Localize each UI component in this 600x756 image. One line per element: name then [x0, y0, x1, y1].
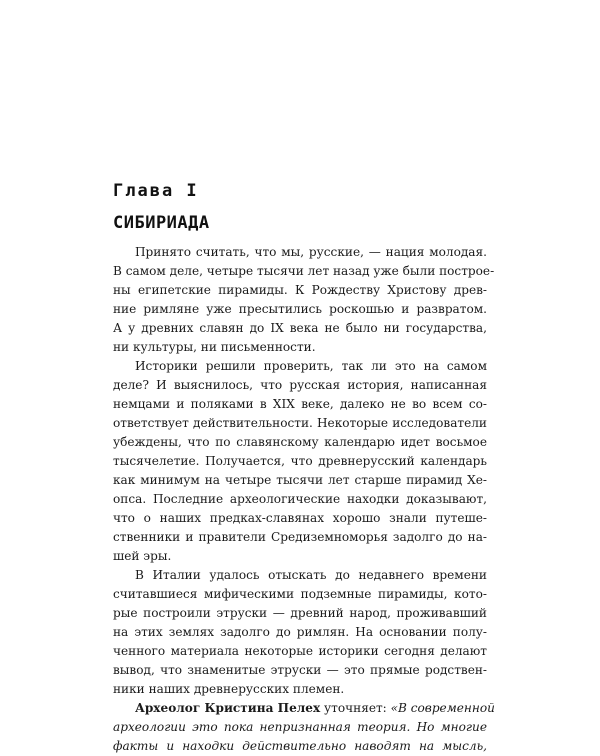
- text-line: ответствует действительности. Некоторые исследователи: [113, 416, 487, 430]
- text-line: ни культуры, ни письменности.: [113, 340, 316, 354]
- author-verb: уточняет:: [320, 701, 391, 715]
- text-line: опса. Последние археологические находки доказывают,: [113, 492, 487, 506]
- quote-line: факты и находки действительно наводят на мысль,: [113, 739, 487, 753]
- quote-text: «В современной: [390, 701, 495, 715]
- text-line: рые построили этруски — древний народ, проживавший: [113, 606, 487, 620]
- quote-line: археологии это пока непризнанная теория. Но многие: [113, 720, 487, 734]
- text-line: ны египетские пирамиды. К Рождеству Христову древ-: [113, 283, 487, 297]
- text-line: деле? И выяснилось, что русская история, написанная: [113, 378, 487, 392]
- chapter-title: СИБИРИАДА: [113, 213, 210, 233]
- text-line: ченного материала некоторые историки сегодня делают: [113, 644, 487, 658]
- text-line: ники наших древнерусских племен.: [113, 682, 345, 696]
- text-line: шей эры.: [113, 549, 172, 563]
- text-line: что о наших предках-славянах хорошо знали путеше-: [113, 511, 487, 525]
- text-line: В самом деле, четыре тысячи лет назад уже были построе-: [113, 264, 495, 278]
- text-line: ственники и правители Средиземноморья задолго до на-: [113, 530, 487, 544]
- paragraph: [113, 566, 487, 699]
- text-line: [113, 699, 495, 718]
- text-line: В Италии удалось отыскать до недавнего времени: [135, 568, 487, 582]
- text-line: А у древних славян до IX века не было ни государства,: [113, 321, 487, 335]
- paragraph: [113, 243, 495, 357]
- text-line: считавшиеся мифическими подземные пирамиды, кото-: [113, 587, 487, 601]
- text-line: на этих землях задолго до римлян. На основании полу-: [113, 625, 487, 639]
- chapter-heading: Глава I: [113, 181, 199, 201]
- author-name: Археолог Кристина Пелех: [135, 701, 321, 715]
- text-line: вывод, что знаменитые этруски — это прямые родствен-: [113, 663, 487, 677]
- text-line: ние римляне уже пресытились роскошью и развратом.: [113, 302, 487, 316]
- text-line: Принято считать, что мы, русские, — нация молодая.: [135, 245, 487, 259]
- paragraph: [113, 699, 495, 756]
- text-line: Историки решили проверить, так ли это на самом: [135, 359, 487, 373]
- text-line: немцами и поляками в XIX веке, далеко не во всем со-: [113, 397, 487, 411]
- text-line: убеждены, что по славянскому календарю идет восьмое: [113, 435, 487, 449]
- text-line: как минимум на четыре тысячи лет старше пирамид Хе-: [113, 473, 487, 487]
- text-line: тысячелетие. Получается, что древнерусский календарь: [113, 454, 487, 468]
- body-text: [113, 243, 495, 756]
- paragraph: [113, 357, 487, 566]
